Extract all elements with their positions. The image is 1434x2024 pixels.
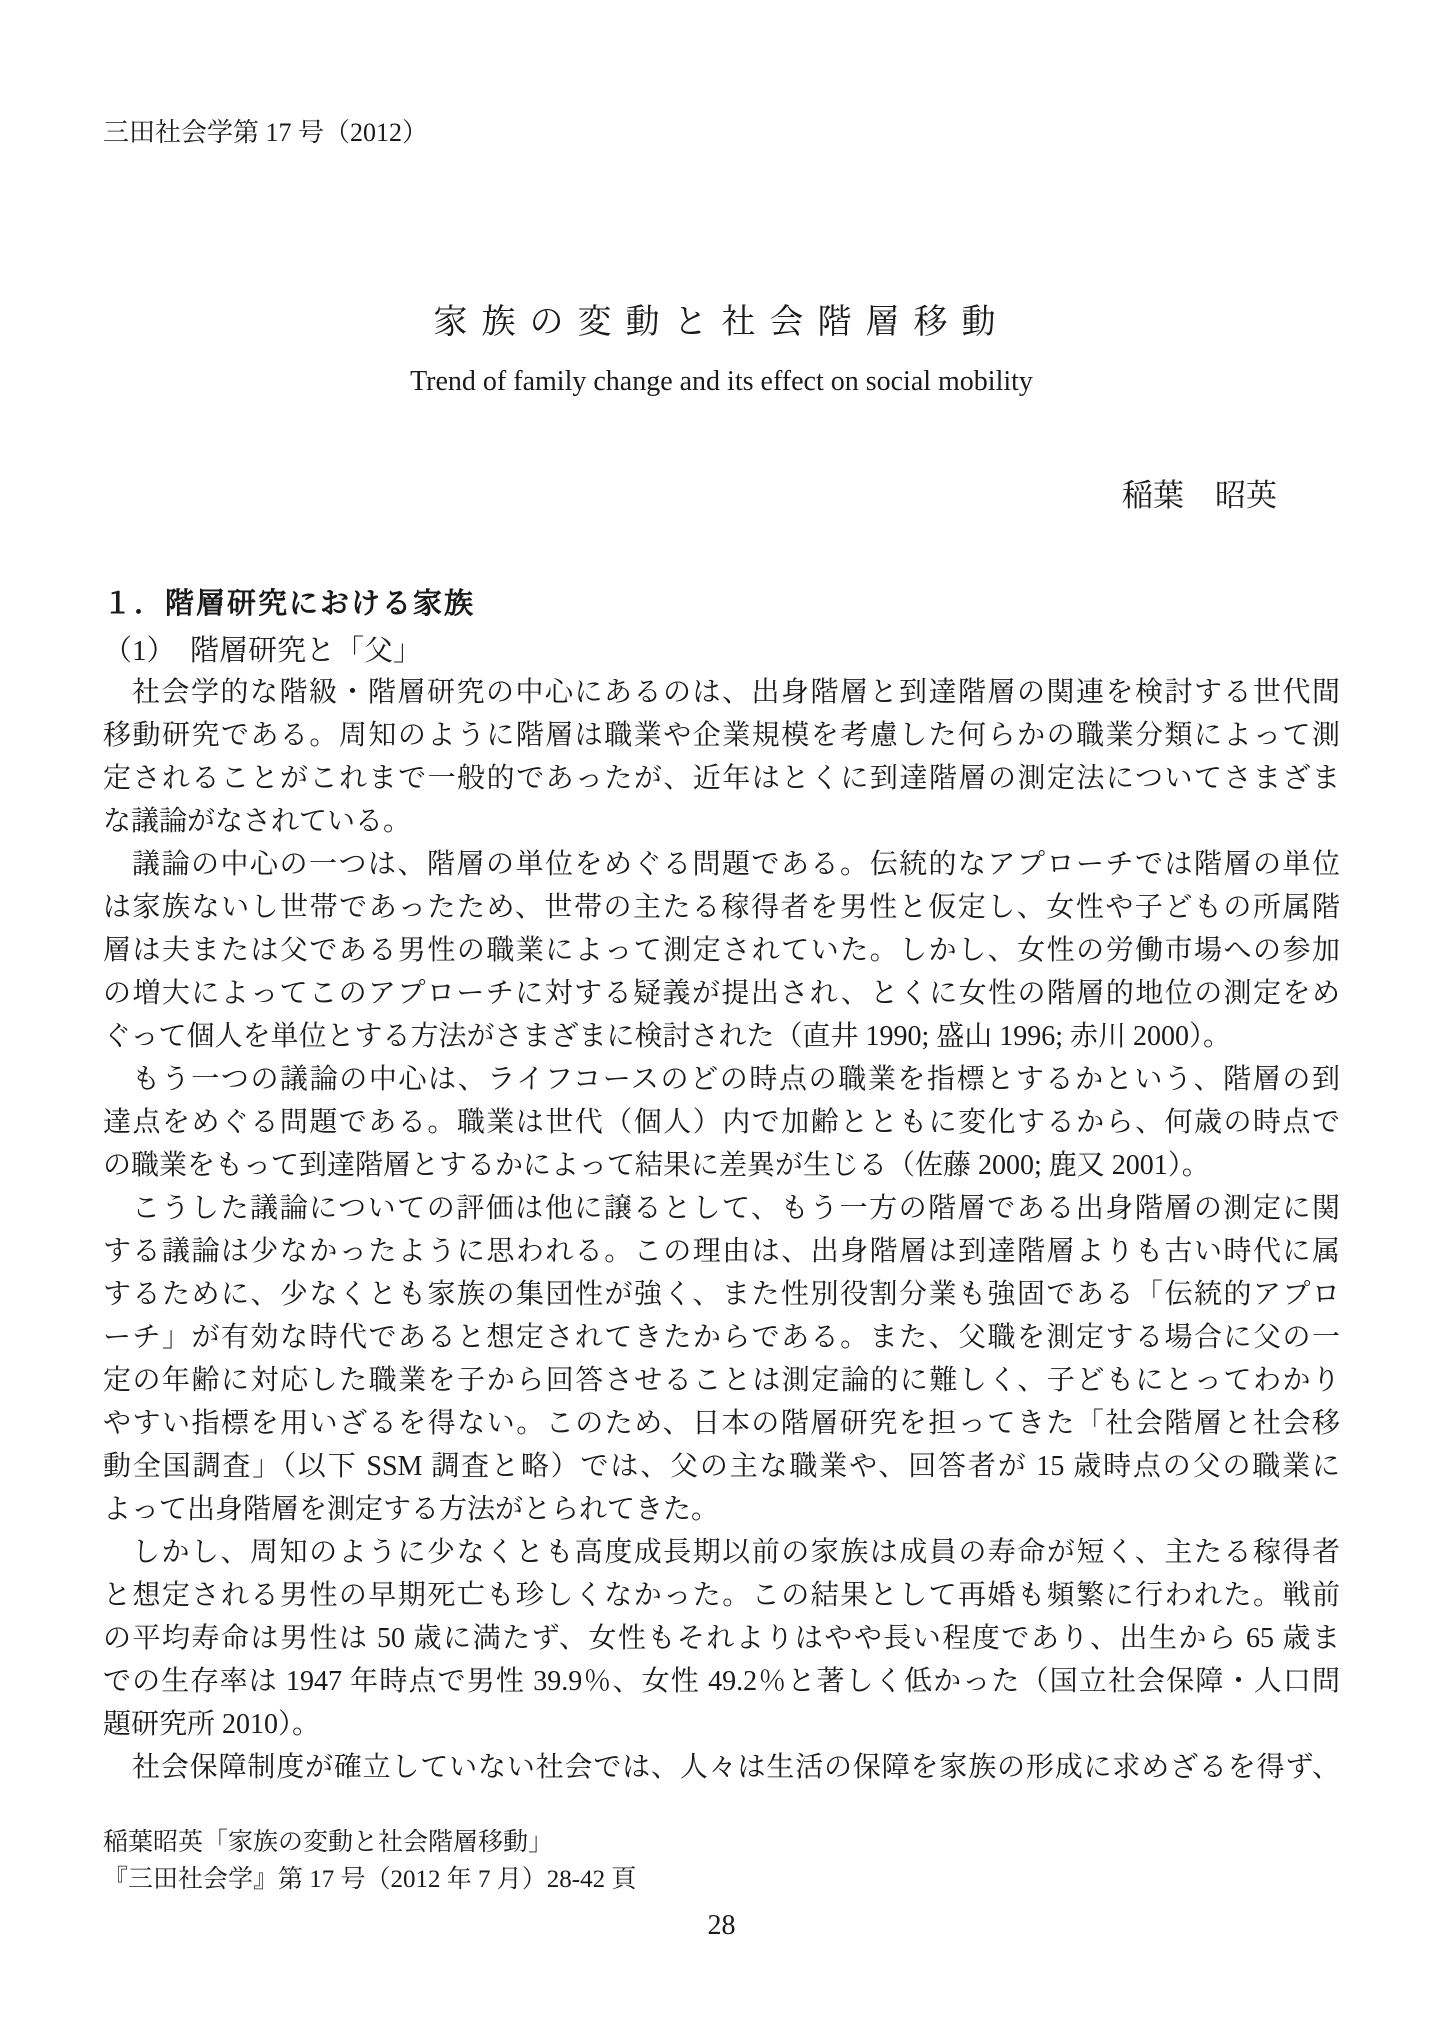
text-line: 社会保障制度が確立していない社会では、人々は生活の保障を家族の形成に求めざるを得ず、 [132,1752,1340,1783]
text-line: の職業をもって到達階層とするかによって結果に差異が生じる（佐藤 2000; 鹿又 2001）。 [103,1150,1210,1181]
text-line: 定されることがこれまで一般的であったが、近年はとくに到達階層の測定法についてさまざま [103,763,1340,794]
journal-header: 三田社会学第 17 号（2012） [103,118,429,147]
author-name: 稲葉 昭英 [1122,478,1277,513]
text-line: 層は夫または父である男性の職業によって測定されていた。しかし、女性の労働市場への参加 [103,935,1340,966]
text-line: する議論は少なかったように思われる。この理由は、出身階層は到達階層よりも古い時代に属 [103,1236,1340,1267]
text-line: よって出身階層を測定する方法がとられてきた。 [103,1494,720,1525]
text-line: ーチ」が有効な時代であると想定されてきたからである。また、父職を測定する場合に父の一 [103,1322,1340,1353]
footnote [103,1824,636,1898]
text-line: 定の年齢に対応した職業を子から回答させることは測定論的に難しく、子どもにとってわかり [103,1365,1340,1396]
text-line: 動全国調査」（以下 SSM 調査と略）では、父の主な職業や、回答者が 15 歳時点の父の職業に [103,1451,1340,1482]
body-text [103,671,1340,1789]
text-line: な議論がなされている。 [103,806,412,837]
paragraph [103,1746,1340,1789]
paragraph [103,671,1340,843]
text-line: 題研究所 2010）。 [103,1709,321,1740]
paragraph [103,843,1340,1058]
text-line: こうした議論についての評価は他に譲るとして、もう一方の階層である出身階層の測定に関 [132,1193,1340,1224]
text-line: ぐって個人を単位とする方法がさまざまに検討された（直井 1990; 盛山 1996; 赤川 2000）。 [103,1021,1232,1052]
paragraph [103,1058,1340,1187]
text-line: は家族ないし世帯であったため、世帯の主たる稼得者を男性と仮定し、女性や子どもの所属階 [103,892,1340,923]
page-number: 28 [707,1910,736,1941]
text-line: の平均寿命は男性は 50 歳に満たず、女性もそれよりはやや長い程度であり、出生から 65 歳ま [103,1623,1340,1654]
text-line: 議論の中心の一つは、階層の単位をめぐる問題である。伝統的なアプローチでは階層の単位 [132,849,1340,880]
text-line: しかし、周知のように少なくとも高度成長期以前の家族は成員の寿命が短く、主たる稼得者 [132,1537,1340,1568]
text-line: での生存率は 1947 年時点で男性 39.9％、女性 49.2％と著しく低かった（国立社会保障・人口問 [103,1666,1340,1697]
text-line: やすい指標を用いざるを得ない。このため、日本の階層研究を担ってきた「社会階層と社会移 [103,1408,1340,1439]
subsection-heading: （1） 階層研究と「父」 [103,635,423,667]
text-line: するために、少なくとも家族の集団性が強く、また性別役割分業も強固である「伝統的アプロ [103,1279,1340,1310]
section-heading: １．階層研究における家族 [103,588,476,620]
footnote-line-1: 稲葉昭英「家族の変動と社会階層移動」 [103,1829,554,1856]
text-line: 達点をめぐる問題である。職業は世代（個人）内で加齢とともに変化するから、何歳の時点で [103,1107,1340,1138]
text-line: の増大によってこのアプローチに対する疑義が提出され、とくに女性の階層的地位の測定をめ [103,978,1340,1009]
text-line: 移動研究である。周知のように階層は職業や企業規模を考慮した何らかの職業分類によって測 [103,720,1340,751]
text-line: 社会学的な階級・階層研究の中心にあるのは、出身階層と到達階層の関連を検討する世代間 [132,677,1340,708]
footnote-line-2: 『三田社会学』第 17 号（2012 年 7 月）28-42 頁 [103,1866,637,1893]
text-line: もう一つの議論の中心は、ライフコースのどの時点の職業を指標とするかという、階層の到 [132,1064,1340,1095]
paper-title-japanese: 家族の変動と社会階層移動 [433,304,1010,341]
paper-title-english: Trend of family change and its effect on social mobility [410,366,1033,397]
text-line: と想定される男性の早期死亡も珍しくなかった。この結果として再婚も頻繁に行われた。戦前 [103,1580,1340,1611]
paragraph [103,1187,1340,1531]
paragraph [103,1531,1340,1746]
